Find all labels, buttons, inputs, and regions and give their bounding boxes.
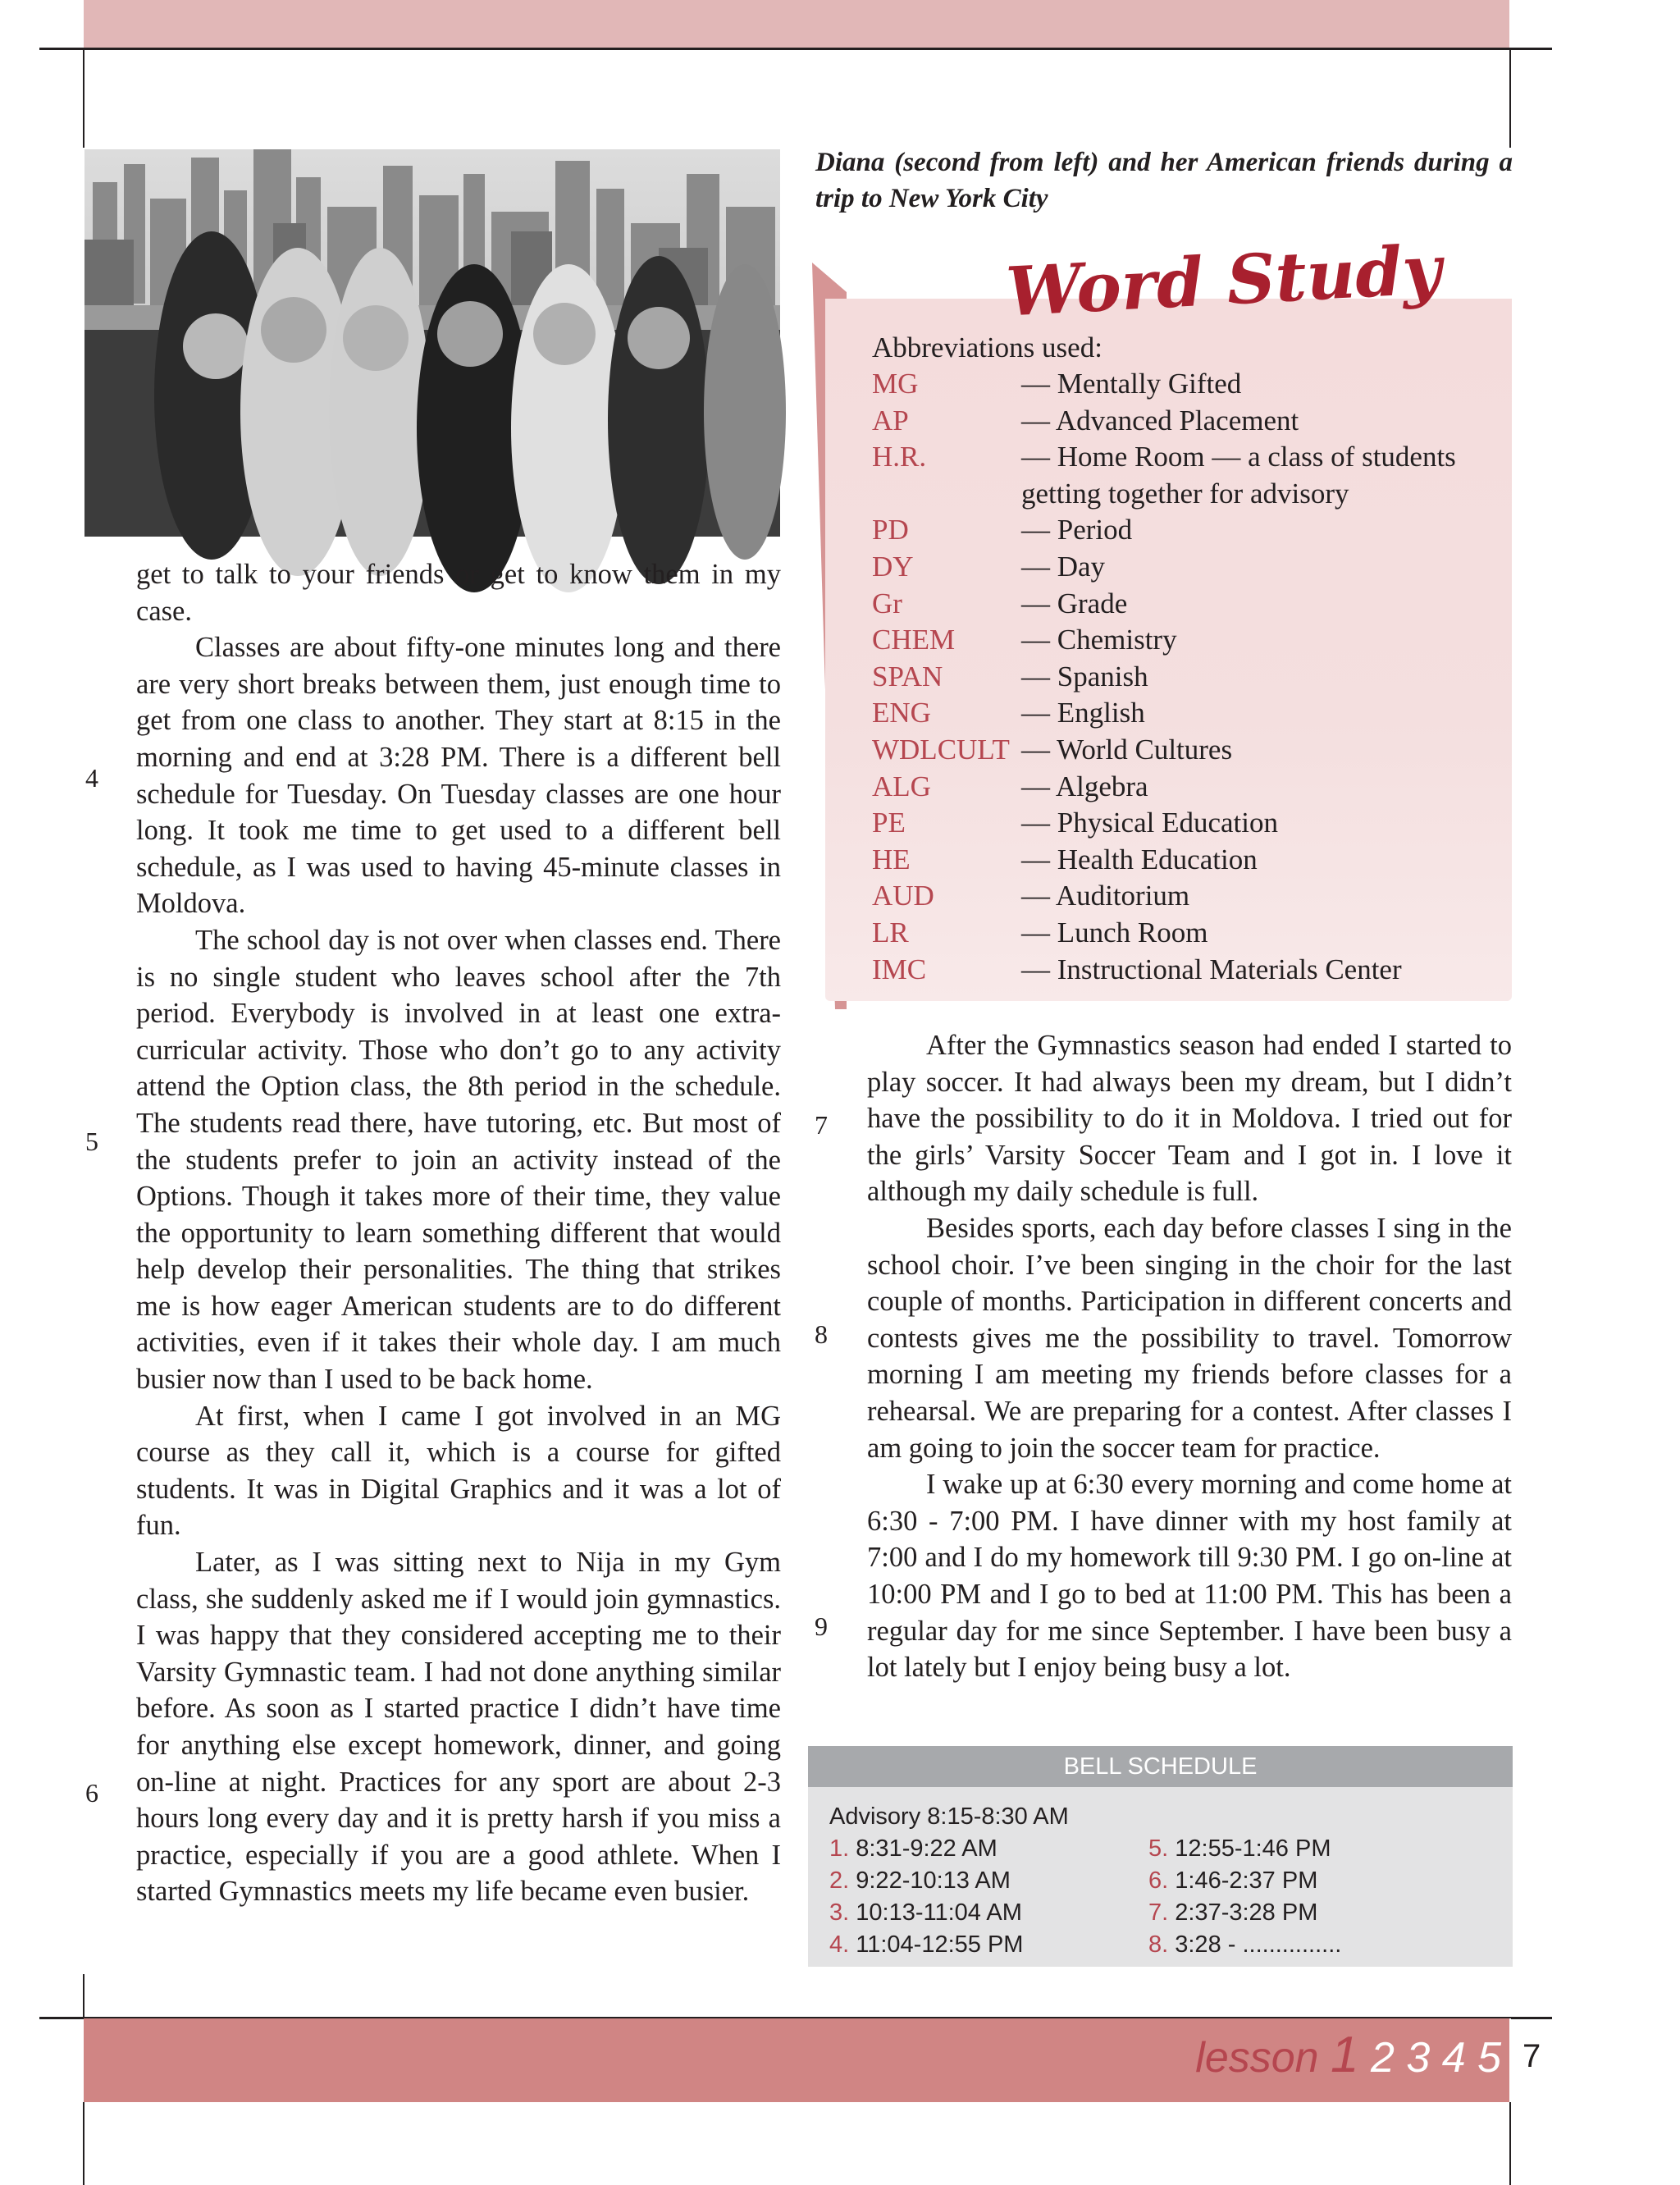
- period-number: 7.: [1148, 1899, 1169, 1926]
- abbreviation-definition: — Chemistry: [1021, 624, 1177, 656]
- abbreviation: AUD: [872, 880, 934, 912]
- bell-schedule-title: BELL SCHEDULE: [808, 1746, 1513, 1787]
- photo-caption: Diana (second from left) and her American friends during a trip to New York City: [815, 148, 1513, 213]
- abbreviation-definition: — Auditorium: [1021, 880, 1190, 912]
- paragraph: Besides sports, each day before classes I sing in the school choir. I’ve been singing in the choir for the last couple of months. Participation in different concerts and contests gives me the possibility to travel. Tomorrow morning I am meeting my friends before classes for a rehearsal. We are preparing for a contest. After classes I am going to join the soccer team for practice.: [867, 1212, 1512, 1464]
- abbreviation-definition: — Home Room — a class of students getting together for advisory: [1021, 441, 1456, 510]
- abbreviation-row: [872, 878, 1495, 915]
- lesson-indicator: [1195, 2027, 1501, 2087]
- page-number: 7: [1522, 2038, 1541, 2074]
- abbreviation: LR: [872, 916, 909, 949]
- bell-period: [1148, 1929, 1341, 1961]
- bell-period: [829, 1897, 1023, 1929]
- abbreviation-row: [872, 439, 1495, 512]
- abbreviation-definition: — Physical Education: [1021, 807, 1279, 839]
- paragraph: The school day is not over when classes end. There is no single student who leaves school after the 7th period. Everybody is involved in at least one extra-curricular activity. Those who don’t go to any activity attend the Option class, the 8th period in the schedule. The students read there, have tutoring, etc. But most of the students prefer to join an activity instead of the Options. Though it takes more of their time, they value the opportunity to learn something different that would help develop their personalities. The thing that strikes me is how eager American students are to do different activities, even if it takes their whole day. I am much busier now than I used to be back home.: [136, 924, 781, 1396]
- abbreviation-definition: — Instructional Materials Center: [1021, 953, 1402, 985]
- crop-mark-lower-left: [83, 1974, 84, 2017]
- lesson-current: 1: [1331, 2027, 1359, 2083]
- bell-schedule-periods-right: [1148, 1833, 1341, 1961]
- abbreviation-row: [872, 915, 1495, 952]
- period-number: 6.: [1148, 1867, 1169, 1894]
- abbreviation-definition: — Mentally Gifted: [1021, 368, 1242, 400]
- period-time: 1:46-2:37 PM: [1175, 1867, 1318, 1894]
- abbreviation-definition: — English: [1021, 697, 1145, 729]
- paragraph: get to talk to your friends or get to know them in my case.: [136, 559, 781, 627]
- left-column-text: [136, 556, 781, 1910]
- abbreviation: MG: [872, 368, 919, 400]
- abbreviation: PE: [872, 807, 906, 839]
- period-time: 10:13-11:04 AM: [856, 1899, 1022, 1926]
- word-study-intro: Abbreviations used:: [872, 331, 1102, 363]
- lesson-word: lesson: [1195, 2034, 1319, 2082]
- abbreviation-definition: — Health Education: [1021, 843, 1258, 875]
- paragraph: I wake up at 6:30 every morning and come home at 6:30 - 7:00 PM. I have dinner with my host family at 7:00 and I do my homework till 9:30 PM. I go on-line at 10:00 PM and I go to bed at 11:00 PM. This has been a regular day for me since September. I have been busy a lot lately but I enjoy being busy a lot.: [867, 1469, 1512, 1684]
- abbreviation-row: [872, 403, 1495, 440]
- paragraph-number-8: 8: [815, 1319, 828, 1349]
- period-number: 2.: [829, 1867, 850, 1894]
- period-time: 8:31-9:22 AM: [856, 1835, 998, 1862]
- abbreviation-definition: — Grade: [1021, 587, 1128, 619]
- bell-period: [1148, 1833, 1341, 1865]
- abbreviation-definition: — Spanish: [1021, 660, 1148, 693]
- bell-period: [1148, 1865, 1341, 1897]
- abbreviation-row: [872, 695, 1495, 732]
- abbreviation-row: [872, 549, 1495, 586]
- period-number: 3.: [829, 1899, 850, 1926]
- period-time: 3:28 - ...............: [1175, 1931, 1342, 1958]
- abbreviation-definition: — Advanced Placement: [1021, 404, 1299, 437]
- paragraph: Classes are about fifty-one minutes long and there are very short breaks between them, just enough time to get from one class to another. They start at 8:15 in the morning and end at 3:28 PM. There is a different bell schedule for Tuesday. On Tuesday classes are one hour long. It took me time to get used to a different bell schedule, as I was used to having 45-minute classes in Moldova.: [136, 632, 781, 920]
- crop-mark-top-right: [1509, 49, 1511, 148]
- right-column-text: [867, 1027, 1512, 1686]
- paragraph-number-9: 9: [815, 1611, 828, 1641]
- abbreviation-row: [872, 622, 1495, 659]
- word-study-title: [1004, 230, 1444, 333]
- crop-mark-bottom-left: [83, 2102, 84, 2185]
- abbreviation-row: [872, 952, 1495, 989]
- bell-schedule-advisory: Advisory 8:15-8:30 AM: [829, 1803, 1069, 1830]
- abbreviation-row: [872, 769, 1495, 806]
- abbreviation-row: [872, 659, 1495, 696]
- friends-photo: [84, 149, 780, 537]
- period-time: 12:55-1:46 PM: [1175, 1835, 1331, 1862]
- abbreviation: H.R.: [872, 441, 927, 473]
- abbreviation-definition: — World Cultures: [1021, 733, 1233, 766]
- paragraph-number-5: 5: [85, 1127, 98, 1156]
- crop-mark-bottom-right: [1509, 2102, 1511, 2185]
- period-number: 8.: [1148, 1931, 1169, 1958]
- abbreviation: DY: [872, 550, 914, 583]
- abbreviation-row: [872, 586, 1495, 623]
- period-number: 5.: [1148, 1835, 1169, 1862]
- photo-illustration: [84, 149, 780, 537]
- abbreviation-row: [872, 732, 1495, 769]
- abbreviation-definition: — Algebra: [1021, 770, 1148, 802]
- period-number: 1.: [829, 1835, 850, 1862]
- abbreviation: HE: [872, 843, 911, 875]
- abbreviation-definition: — Lunch Room: [1021, 916, 1208, 949]
- abbreviation: WDLCULT: [872, 733, 1010, 766]
- abbreviation: AP: [872, 404, 909, 437]
- paragraph-number-7: 7: [815, 1110, 828, 1140]
- bell-schedule-periods-left: [829, 1833, 1023, 1961]
- top-band: [84, 0, 1509, 49]
- paragraph-number-4: 4: [85, 763, 98, 793]
- abbreviation-list: [872, 366, 1495, 988]
- abbreviation: Gr: [872, 587, 902, 619]
- period-time: 11:04-12:55 PM: [856, 1931, 1024, 1958]
- period-number: 4.: [829, 1931, 850, 1958]
- paragraph: At first, when I came I got involved in an MG course as they call it, which is a course for gifted students. It was in Digital Graphics and it was a lot of fun.: [136, 1400, 781, 1542]
- abbreviation: IMC: [872, 953, 927, 985]
- lesson-other-numbers: 2 3 4 5: [1370, 2034, 1501, 2082]
- top-rule: [39, 48, 1552, 50]
- abbreviation-definition: — Period: [1021, 514, 1133, 546]
- abbreviation-row: [872, 366, 1495, 403]
- paragraph-number-6: 6: [85, 1778, 98, 1808]
- abbreviation: ENG: [872, 697, 931, 729]
- abbreviation: SPAN: [872, 660, 943, 693]
- abbreviation-definition: — Day: [1021, 550, 1106, 583]
- bell-period: [829, 1833, 1023, 1865]
- abbreviation-row: [872, 842, 1495, 879]
- abbreviation: ALG: [872, 770, 931, 802]
- band-divider: [1509, 2018, 1511, 2102]
- abbreviation: PD: [872, 514, 909, 546]
- bell-period: [1148, 1897, 1341, 1929]
- crop-mark-top-left: [83, 49, 84, 148]
- bell-period: [829, 1865, 1023, 1897]
- abbreviation-row: [872, 512, 1495, 549]
- paragraph: After the Gymnastics season had ended I started to play soccer. It had always been my dream, but I didn’t have the possibility to do it in Moldova. I tried out for the girls’ Varsity Soccer Team and I got in. I love it although my daily schedule is full.: [867, 1030, 1512, 1208]
- period-time: 9:22-10:13 AM: [856, 1867, 1011, 1894]
- period-time: 2:37-3:28 PM: [1175, 1899, 1318, 1926]
- svg-text:Word Study: Word Study: [1004, 230, 1444, 332]
- bell-period: [829, 1929, 1023, 1961]
- abbreviation: CHEM: [872, 624, 956, 656]
- abbreviation-row: [872, 805, 1495, 842]
- paragraph: Later, as I was sitting next to Nija in my Gym class, she suddenly asked me if I would join gymnastics. I was happy that they considered accepting me to their Varsity Gymnastic team. I had not done anything similar before. As soon as I started practice I didn’t have time for anything else except homework, dinner, and going on-line at night. Practices for any sport are about 2-3 hours long every day and it is pretty harsh if you miss a practice, especially if you are a good athlete. When I started Gymnastics meets my life became even busier.: [136, 1547, 781, 1908]
